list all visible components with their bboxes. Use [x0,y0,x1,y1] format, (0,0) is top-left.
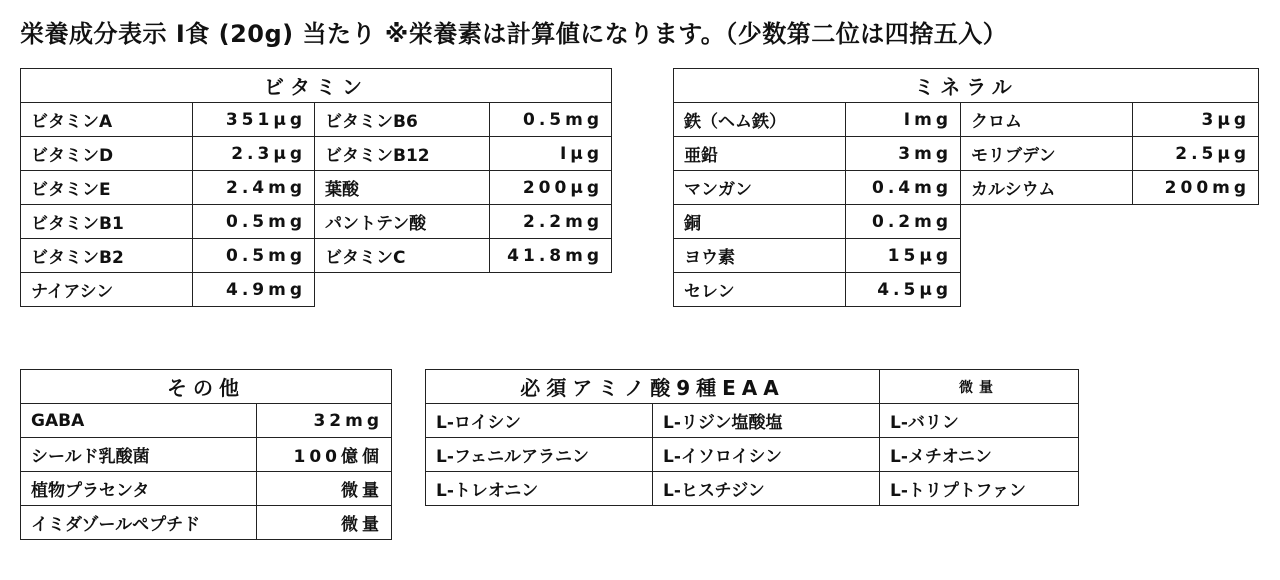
table-row [21,472,392,506]
nutrient-name: シールド乳酸菌 [21,438,257,472]
amino-acid-name: L-ヒスチジン [653,472,880,506]
amino-acid-name: L-リジン塩酸塩 [653,404,880,438]
nutrient-name: ヨウ素 [674,239,846,273]
nutrient-value: 0.4mg [846,171,961,205]
table-row [21,404,392,438]
nutrient-value: 200μg [490,171,612,205]
nutrient-value: 微量 [257,506,392,540]
empty-cell [1133,239,1259,273]
nutrient-value: Ⅰμg [490,137,612,171]
nutrient-value: 0.5mg [193,205,315,239]
nutrient-name: マンガン [674,171,846,205]
amino-acid-name: L-イソロイシン [653,438,880,472]
nutrient-name: ビタミンB1 [21,205,193,239]
table-row [21,205,612,239]
nutrient-value: 41.8mg [490,239,612,273]
nutrient-value: 0.2mg [846,205,961,239]
nutrient-value: 351μg [193,103,315,137]
amino-header: 必須アミノ酸9種EAA [426,370,880,404]
nutrient-name: 植物プラセンタ [21,472,257,506]
amino-acid-table [425,369,1079,506]
nutrient-value: 200mg [1133,171,1259,205]
table-row [21,137,612,171]
nutrient-name: ビタミンE [21,171,193,205]
nutrient-value: 3μg [1133,103,1259,137]
nutrient-value: 4.9mg [193,273,315,307]
table-row [21,506,392,540]
vitamin-header: ビタミン [21,69,612,103]
nutrient-value: 微量 [257,472,392,506]
nutrient-value: 15μg [846,239,961,273]
mineral-header: ミネラル [674,69,1259,103]
empty-cell [1133,273,1259,307]
nutrient-name: ビタミンD [21,137,193,171]
vitamin-table [20,68,612,307]
table-row [426,472,1079,506]
page-title: 栄養成分表示 Ⅰ食 (20g) 当たり ※栄養素は計算値になります。（少数第二位は四捨五入） [20,20,1008,48]
mineral-table [673,68,1259,307]
empty-cell [961,205,1133,239]
nutrient-value: 2.2mg [490,205,612,239]
table-row [21,438,392,472]
empty-cell [490,273,612,307]
amino-acid-name: L-メチオニン [880,438,1079,472]
nutrient-value: 2.5μg [1133,137,1259,171]
others-table [20,369,392,540]
table-row [674,273,1259,307]
empty-cell [961,239,1133,273]
amino-acid-name: L-トレオニン [426,472,653,506]
amino-acid-name: L-バリン [880,404,1079,438]
nutrient-name: GABA [21,404,257,438]
nutrient-name: モリブデン [961,137,1133,171]
amino-acid-name: L-トリプトファン [880,472,1079,506]
table-row [426,404,1079,438]
nutrient-value: Ⅰmg [846,103,961,137]
nutrient-name: イミダゾールペプチド [21,506,257,540]
nutrient-name: ビタミンC [315,239,490,273]
table-row [674,137,1259,171]
others-header: その他 [21,370,392,404]
nutrient-name: セレン [674,273,846,307]
nutrient-name: ナイアシン [21,273,193,307]
table-row [21,273,612,307]
nutrient-value: 0.5mg [490,103,612,137]
table-row [674,103,1259,137]
nutrient-name: カルシウム [961,171,1133,205]
amino-acid-name: L-ロイシン [426,404,653,438]
table-row [426,438,1079,472]
nutrient-name: 銅 [674,205,846,239]
empty-cell [1133,205,1259,239]
table-row [674,239,1259,273]
nutrient-name: ビタミンB12 [315,137,490,171]
nutrient-name: 葉酸 [315,171,490,205]
nutrient-name: ビタミンB6 [315,103,490,137]
empty-cell [315,273,490,307]
nutrient-value: 100億個 [257,438,392,472]
table-row [21,239,612,273]
nutrient-name: クロム [961,103,1133,137]
nutrient-value: 2.4mg [193,171,315,205]
amino-acid-name: L-フェニルアラニン [426,438,653,472]
nutrient-value: 2.3μg [193,137,315,171]
empty-cell [961,273,1133,307]
nutrient-value: 32mg [257,404,392,438]
table-row [21,103,612,137]
nutrient-name: ビタミンA [21,103,193,137]
table-row [21,171,612,205]
table-row [674,205,1259,239]
nutrient-name: 亜鉛 [674,137,846,171]
nutrient-name: 鉄（ヘム鉄） [674,103,846,137]
nutrient-value: 3mg [846,137,961,171]
nutrient-value: 4.5μg [846,273,961,307]
nutrient-name: パントテン酸 [315,205,490,239]
amino-amount: 微量 [880,370,1079,404]
nutrient-value: 0.5mg [193,239,315,273]
nutrient-name: ビタミンB2 [21,239,193,273]
table-row [674,171,1259,205]
